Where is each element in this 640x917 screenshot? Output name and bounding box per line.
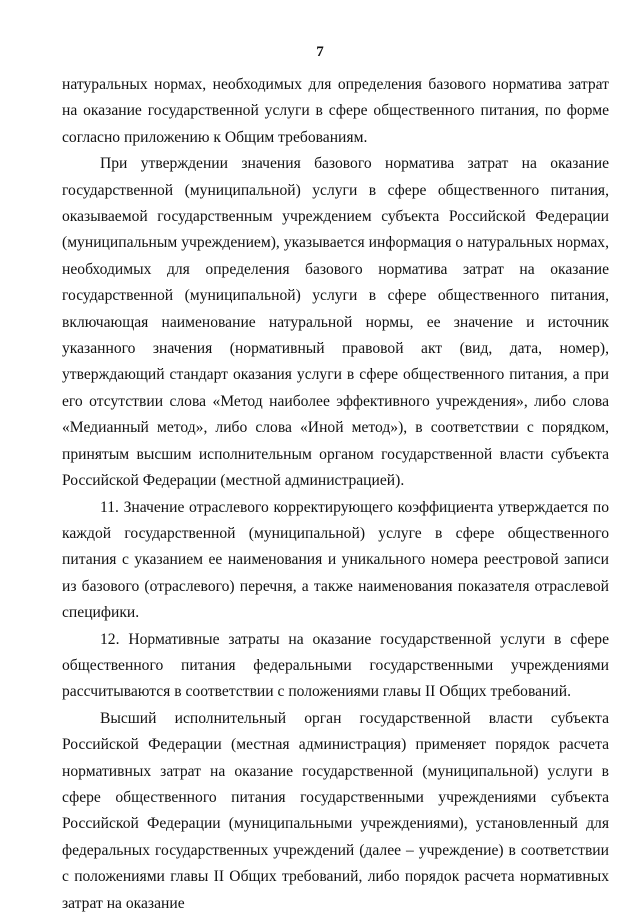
document-body xyxy=(62,72,609,917)
paragraph-natural-norms-info: При утверждении значения базового норматива затрат на оказание государственной (муниципальной) услуги в сфере общественного питания, оказываемой государственным учреждением субъекта Российской Федерации (муниципальным учреждением), указывается информация о натуральных нормах, необходимых для определения базового норматива затрат на оказание государственной (муниципальной) услуги в сфере общественного питания, включающая наименование натуральной нормы, ее значение и источник указанного значения (нормативный правовой акт (вид, дата, номер), утверждающий стандарт оказания услуги в сфере общественного питания, а при его отсутствии слова «Метод наиболее эффективного учреждения», либо слова «Медианный метод», либо слова «Иной метод»), в соответствии с порядком, принятым высшим исполнительным органом государственной власти субъекта Российской Федерации (местной администрацией). xyxy=(62,155,609,490)
paragraph-item-11: 11. Значение отраслевого корректирующего коэффициента утверждается по каждой государственной (муниципальной) услуге в сфере общественного питания с указанием ее наименования и уникального номера реестровой записи из базового (отраслевого) перечня, а также наименования показателя отраслевой специфики. xyxy=(62,498,609,622)
paragraph-item-12: 12. Нормативные затраты на оказание государственной услуги в сфере общественного питания федеральными государственными учреждениями рассчитываются в соответствии с положениями главы II Общих требований. xyxy=(62,630,609,701)
page-number: 7 xyxy=(316,44,324,60)
paragraph-regional-procedure: Высший исполнительный орган государственной власти субъекта Российской Федерации (местная администрация) применяет порядок расчета нормативных затрат на оказание государственной (муниципальной) услуги в сфере общественного питания государственными учреждениями субъекта Российской Федерации (муниципальными учреждениями), установленный для федеральных государственных учреждений (далее – учреждение) в соответствии с положениями главы II Общих требований, либо порядок расчета нормативных затрат на оказание xyxy=(62,709,609,912)
paragraph-continuation: натуральных нормах, необходимых для определения базового норматива затрат на оказание государственной услуги в сфере общественного питания, по форме согласно приложению к Общим требованиям. xyxy=(62,76,609,146)
